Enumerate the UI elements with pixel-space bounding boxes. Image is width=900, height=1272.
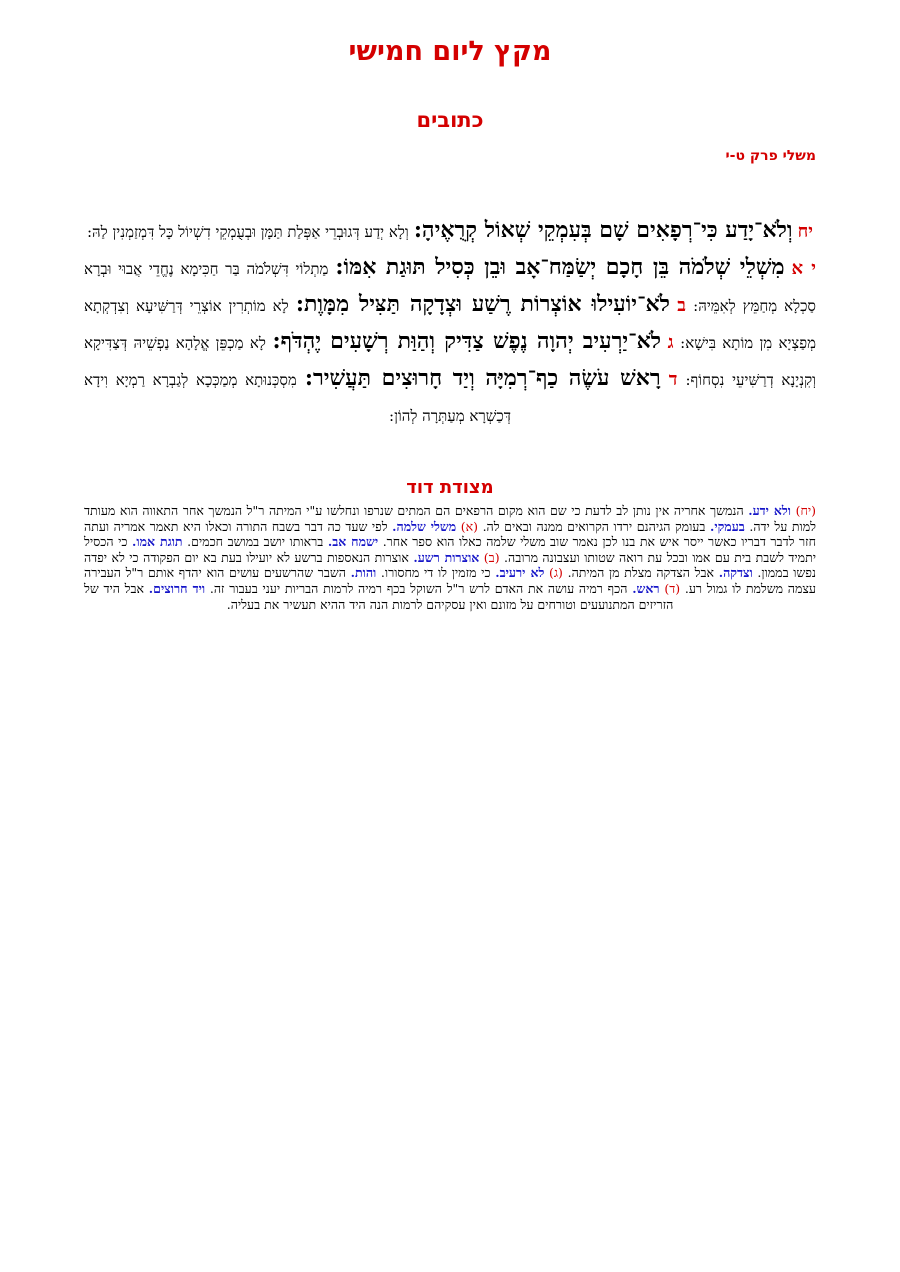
commentary-keyword: וצדקה. [718, 565, 753, 581]
commentary-text: אבל היד של הזריזים המתנועעים וטורחים על מזונם ואין עסקיהם לרמות הנה היד ההיא תעשיר את בעליה. [84, 580, 674, 612]
verse-number: ב [677, 295, 686, 316]
commentary-text: הכף רמיה עושה את האדם לרש ר"ל השוקל בכף רמיה לרמות הבריות יעני בעבור זה. [209, 580, 628, 596]
commentary-keyword: ראש. [632, 580, 660, 596]
commentary-text: כי מזמין לו די מחסורו. [380, 565, 491, 581]
commentary-keyword: תוגת אמו. [132, 534, 183, 550]
commentary-block [84, 503, 816, 612]
targum-text: לָא מַכְפֵּן אֱלָהָא נַפְשֵׁיהּ דְּצַדִּיקָא וְקִנְיָנָא דְרַשִּׁיעֵי נִסְחוֹף: [84, 334, 816, 389]
verses-block [84, 213, 816, 434]
verse-text: לֹא־יַרְעִיב יְהוָה נֶפֶשׁ צַדִּיק וְהַוַּת רְשָׁעִים יֶהְדֹּף: [272, 328, 661, 354]
commentary-verse-marker: (יח) [795, 503, 816, 518]
commentary-verse-marker: (ב) [483, 549, 500, 565]
verse-text: מִשְׁלֵי שְׁלֹמֹה בֵּן חָכָם יְשַׂמַּח־אָב וּבֵן כְּסִיל תּוּגַת אִמּוֹ: [335, 254, 785, 280]
commentary-keyword: ויד חרוצים. [148, 580, 206, 596]
section-title: כתובים [416, 108, 484, 132]
commentary-keyword: ולא ידע. [748, 503, 791, 518]
targum-text: מַתְלוֹי דִּשְׁלֹמֹה בַּר חַכִּימָא נֶחֱדֵי אֲבוּי וּבְרָא סַכְלָא מְחַמֵּץ לְאִמֵּיהּ: [84, 260, 816, 315]
commentary-text: בעומק הגיהנם ירדו הקרואים ממנה ובאים לה. [482, 518, 706, 534]
commentary-heading: מצודת דוד [406, 477, 494, 498]
verse-paragraph [84, 213, 816, 250]
verse-number: ג [667, 332, 674, 353]
commentary-keyword: בעמקי. [709, 518, 745, 534]
commentary-text: הנמשך אחריה אין נותן לב לדעת כי שם הוא מקום הרפאים הם המתים שנרפו ונחלשו ע"י המיתה ר"ל הנמשך אחר התאווה הוא מעותד למות על ידה. [84, 503, 816, 534]
verse-text: וְלֹא־יָדַע כִּי־רְפָאִים שָׁם בְּעִמְקֵי שְׁאוֹל קְרֻאֶיהָ: [413, 217, 793, 243]
verse-text: רָאשׁ עֹשֶׂה כַף־רְמִיָּה וְיַד חָרוּצִים תַּעֲשִׁיר: [304, 365, 661, 391]
commentary-text: השבר שהרשעים עושים הוא יהדף אותם ר"ל העבירה עצמה משלמת לו גמול רע. [84, 565, 816, 596]
commentary-text: כי הכסיל יתמיד לשבת בית עם אמו ובכל עת רואה שטותו ועצבונה מרובה. [84, 534, 816, 565]
commentary-verse-marker: (ד) [664, 580, 681, 596]
commentary-keyword: ישמח אב. [327, 534, 379, 550]
commentary-keyword: אוצרות רשע. [413, 549, 480, 565]
commentary-verse-marker: (א) [460, 518, 478, 534]
verse-number: יח [797, 221, 813, 242]
chapter-reference: משלי פרק ט-י [725, 148, 816, 164]
commentary-text: אוצרות הנאספות ברשע לא יועילו בעת בא יום הפקודה כי לא יפדה נפשו בממון. [84, 549, 816, 581]
verse-text: לֹא־יוֹעִילוּ אוֹצְרוֹת רֶשַׁע וּצְדָקָה תַּצִּיל מִמָּוֶת: [295, 291, 670, 317]
targum-text: וְלָא יְדַע דְּגוּבְרֵי אַפְּלַת תַּמָּן וּבְעֻמְקֵי דִשְׁיוֹל כָּל דִּמְזַמְנִין לַהּ: [87, 223, 409, 241]
commentary-verse-marker: (ג) [549, 565, 563, 581]
commentary-text: לפי שעד כה דבר בשבח התורה וכאלו היא תאמר אמריה ועתה חזר לדבר דבריו כאשר ייסר איש את בנו לכן נאמר שוב משלי שלמה כאלו הוא ספר אחר. [84, 518, 817, 550]
targum-text: לָא מוֹתְרִין אוֹצְרֵי דְּרַשִּׁיעָא וְצִדְקְתָא מְפַצְיָא מִן מוֹתָא בִּישָׁא: [84, 297, 816, 352]
page-title: מקץ ליום חמישי [348, 36, 552, 67]
verse-number: י א [791, 258, 817, 279]
commentary-keyword: לא ירעיב. [495, 565, 545, 581]
verse-number: ד [668, 369, 678, 390]
commentary-text: אבל הצדקה מצלת מן המיתה. [567, 565, 715, 581]
commentary-keyword: משלי שלמה. [392, 518, 457, 534]
commentary-text: בראותו יושב במושב חכמים. [187, 534, 324, 550]
verse-paragraph [84, 250, 816, 434]
targum-text: מִסְכְּנוּתָא מְמַכְּכָא לְגַבְרָא רַמְיָא וִידָא דְּכַשְׁרָא מְעַתְּרָה לְהוֹן: [84, 371, 511, 425]
commentary-keyword: והות. [350, 565, 377, 581]
